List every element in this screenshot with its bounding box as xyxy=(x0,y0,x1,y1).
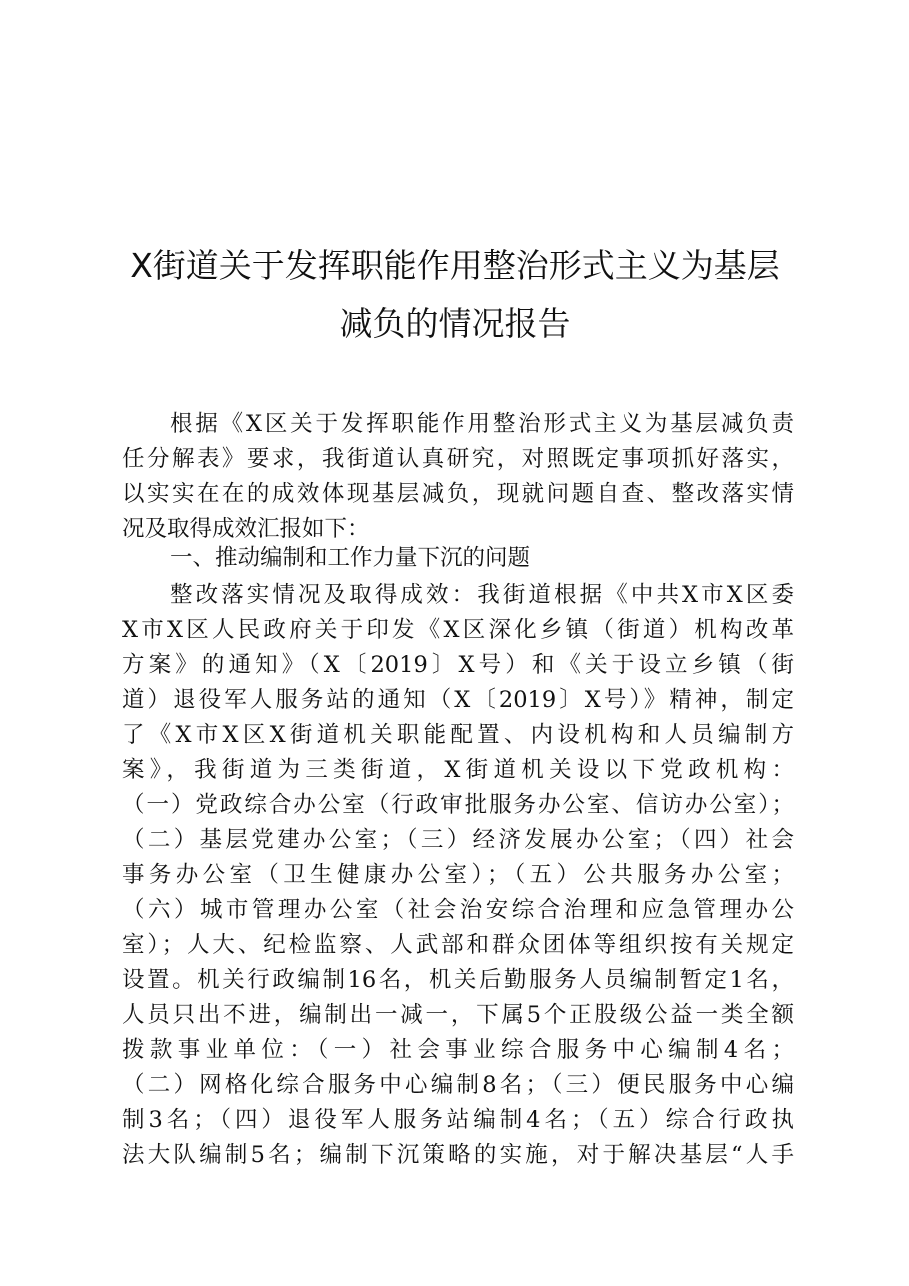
paragraph-line: 整改落实情况及取得成效：我街道根据《中共X市X区委 xyxy=(170,582,794,608)
paragraph-line: 了《X市X区X街道机关职能配置、内设机构和人员编制方 xyxy=(122,722,794,748)
paragraph-line: 案》，我街道为三类街道，X街道机关设以下党政机构： xyxy=(122,757,794,783)
paragraph-line: 方案》的通知》（X〔2019〕X号）和《关于设立乡镇（街 xyxy=(122,652,794,678)
paragraph-line: （一）党政综合办公室（行政审批服务办公室、信访办公室）； xyxy=(122,792,794,818)
paragraph-line: 制3名；（四）退役军人服务站编制4名；（五）综合行政执 xyxy=(122,1107,794,1133)
paragraph-line: 人员只出不进，编制出一减一，下属5个正股级公益一类全额 xyxy=(122,1002,794,1028)
title-line-1: X街道关于发挥职能作用整治形式主义为基层 xyxy=(130,246,780,285)
paragraph-line: 设置。机关行政编制16名，机关后勤服务人员编制暂定1名， xyxy=(122,967,794,993)
section-heading: 一、推动编制和工作力量下沉的问题 xyxy=(170,545,531,571)
title-line-2: 减负的情况报告 xyxy=(339,304,571,343)
paragraph-line: 任分解表》要求，我街道认真研究，对照既定事项抓好落实， xyxy=(122,446,794,472)
paragraph-line: X市X区人民政府关于印发《X区深化乡镇（街道）机构改革 xyxy=(122,617,794,643)
paragraph-line: 拨款事业单位：（一）社会事业综合服务中心编制4名； xyxy=(122,1037,794,1063)
paragraph-line: 道）退役军人服务站的通知（X〔2019〕X号）》精神，制定 xyxy=(122,687,794,713)
paragraph-line: 以实实在在的成效体现基层减负，现就问题自查、整改落实情 xyxy=(122,481,794,507)
paragraph-line: （二）网格化综合服务中心编制8名；（三）便民服务中心编 xyxy=(122,1072,794,1098)
paragraph-line: 室）；人大、纪检监察、人武部和群众团体等组织按有关规定 xyxy=(122,932,794,958)
paragraph-line: 况及取得成效汇报如下： xyxy=(122,516,370,542)
paragraph-line: 事务办公室（卫生健康办公室）；（五）公共服务办公室； xyxy=(122,862,794,888)
paragraph-line: （六）城市管理办公室（社会治安综合治理和应急管理办公 xyxy=(122,897,794,923)
paragraph-line: （二）基层党建办公室；（三）经济发展办公室；（四）社会 xyxy=(122,827,794,853)
paragraph-line: 法大队编制5名；编制下沉策略的实施，对于解决基层“人手 xyxy=(122,1142,794,1168)
paragraph-line: 根据《X区关于发挥职能作用整治形式主义为基层减负责 xyxy=(170,411,794,437)
